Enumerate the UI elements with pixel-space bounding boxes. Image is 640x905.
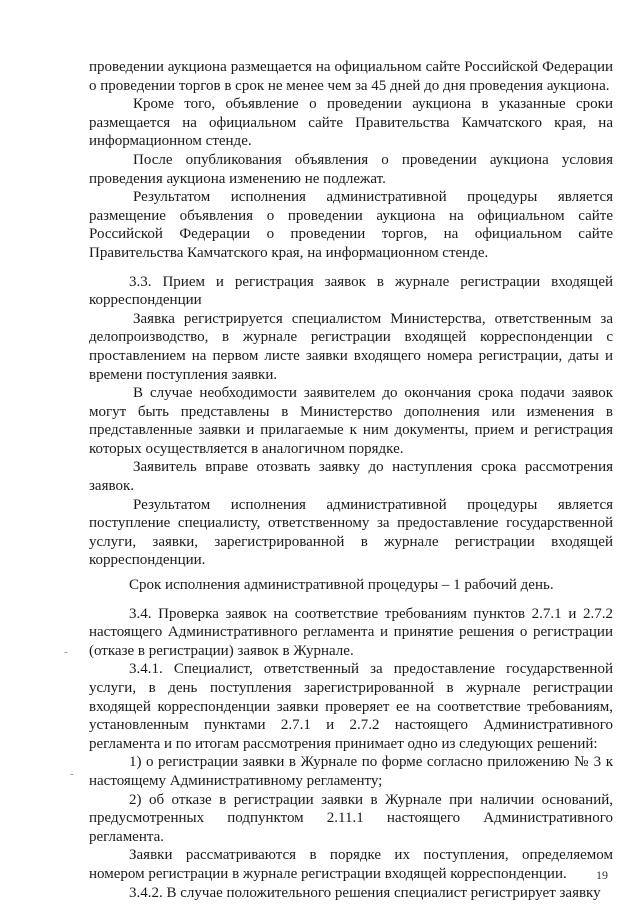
page-number: 19: [596, 868, 608, 882]
margin-mark: -: [70, 768, 74, 780]
paragraph: Срок исполнения административной процедуры – 1 рабочий день.: [129, 577, 554, 594]
paragraph: Кроме того, объявление о проведении аукциона в указанные сроки размещается на официальном сайте Правительства Камчатского края, на информационном стенде.: [89, 96, 613, 150]
paragraph: Результатом исполнения административной процедуры является размещение объявления о проведении аукциона на официальном сайте Российской Федерации о проведении торгов, на официальном сайте Правительства Камчатского края, на информационном стенде.: [89, 189, 613, 261]
paragraph: 3.4.1. Специалист, ответственный за предоставление государственной услуги, в день поступления зарегистрированной в журнале регистрации входящей корреспонденции заявки проверяет ее на соответствие требованиям, установленным пунктами 2.7.1 и 2.7.2 настоящего Административного регламента и по итогам рассмотрения принимает одно из следующих решений:: [89, 661, 613, 752]
section-heading: 3.4. Проверка заявок на соответствие требованиям пунктов 2.7.1 и 2.7.2 настоящего Административного регламента и принятие решения о регистрации (отказе в регистрации) заявок в Журнале.: [89, 605, 613, 659]
list-item: 1) о регистрации заявки в Журнале по форме согласно приложению № 3 к настоящему Административному регламенту;: [89, 754, 613, 789]
paragraph: Заявитель вправе отозвать заявку до наступления срока рассмотрения заявок.: [89, 459, 613, 495]
section-heading: 3.3. Прием и регистрация заявок в журнале регистрации входящей корреспонденции: [89, 273, 613, 309]
paragraph: Заявка регистрируется специалистом Министерства, ответственным за делопроизводство, в журнале регистрации входящей корреспонденции с проставлением на первом листе заявки входящего номера регистрации, даты и времени поступления заявки.: [89, 310, 613, 383]
paragraph: проведении аукциона размещается на официальном сайте Российской Федерации о проведении торгов в срок не менее чем за 45 дней до дня проведения аукциона.: [89, 59, 613, 94]
document-body: [89, 58, 613, 902]
paragraph: После опубликования объявления о проведении аукциона условия проведения аукциона изменению не подлежат.: [89, 151, 613, 187]
paragraph: Заявки рассматриваются в порядке их поступления, определяемом номером регистрации в журнале регистрации входящей корреспонденции.: [89, 847, 613, 882]
paragraph: 3.4.2. В случае положительного решения специалист регистрирует заявку: [129, 884, 601, 901]
paragraph: Результатом исполнения административной процедуры является поступление специалисту, ответственному за предоставление государственной услуги, заявки, зарегистрированной в журнале регистрации входящей корреспонденции.: [89, 496, 613, 569]
paragraph: В случае необходимости заявителем до окончания срока подачи заявок могут быть представлены в Министерство дополнения или изменения в представленные заявки и прилагаемые к ним документы, прием и регистрация которых осуществляется в аналогичном порядке.: [89, 385, 613, 457]
list-item: 2) об отказе в регистрации заявки в Журнале при наличии оснований, предусмотренных подпунктом 2.11.1 настоящего Административного регламента.: [89, 791, 613, 845]
margin-mark: -: [64, 646, 68, 658]
